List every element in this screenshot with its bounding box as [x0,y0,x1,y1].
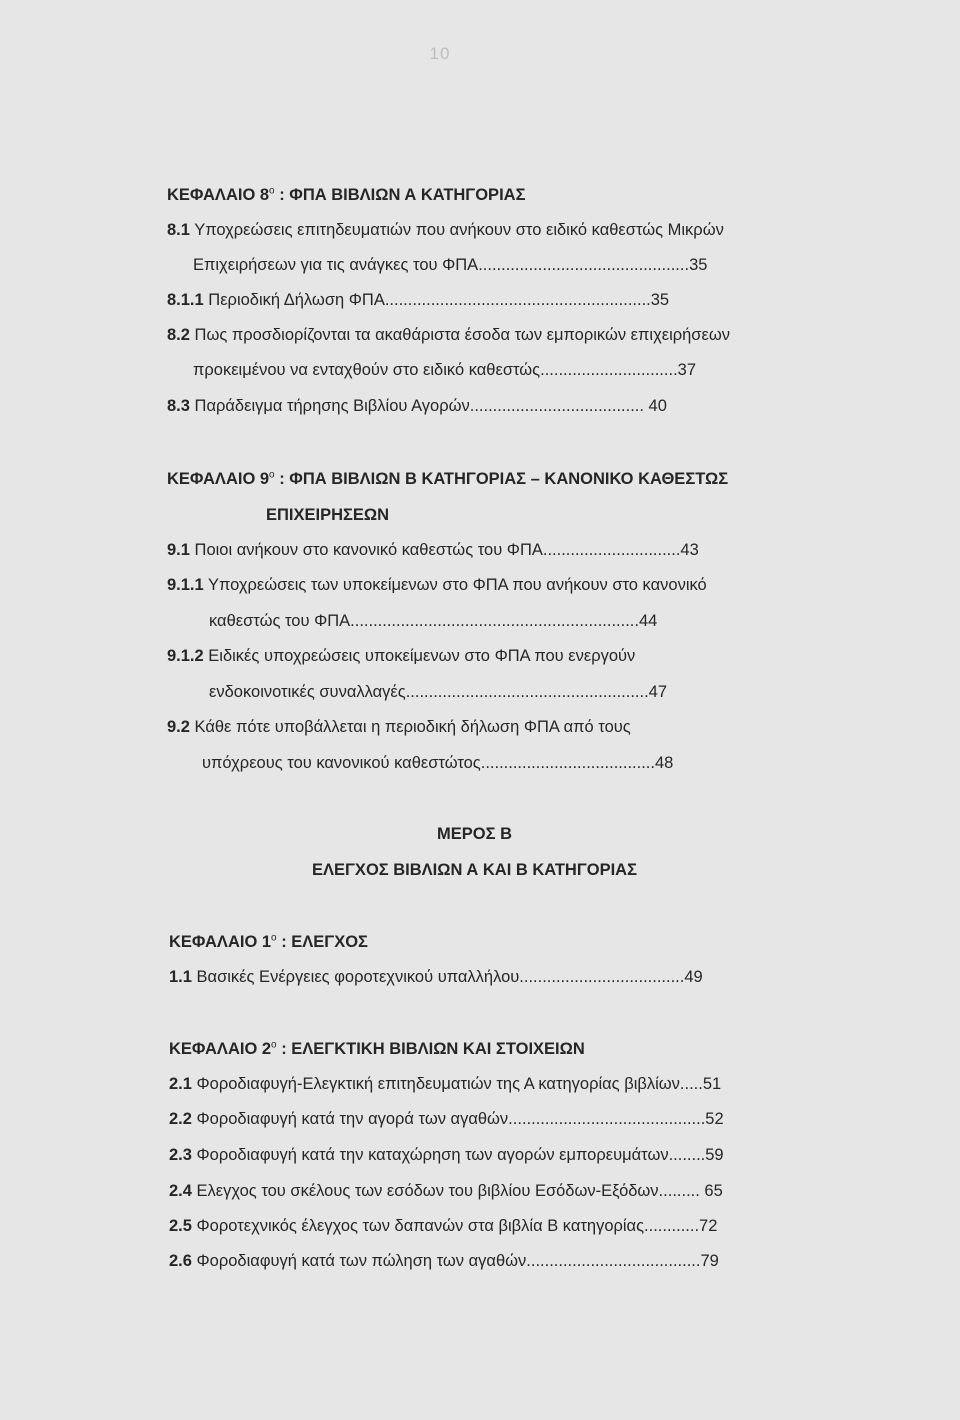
toc-entry-8-2-cont: προκειμένου να ενταχθούν στο ειδικό καθεστώς..............................37 [193,361,697,379]
toc-entry-8-1: 8.1 Υποχρεώσεις επιτηδευματιών που ανήκουν στο ειδικό καθεστώς Μικρών [167,221,724,239]
toc-entry-2-3: 2.3 Φοροδιαφυγή κατά την καταχώρηση των αγορών εμπορευμάτων........59 [169,1146,724,1164]
toc-entry-2-2: 2.2 Φοροδιαφυγή κατά την αγορά των αγαθών...........................................52 [169,1110,724,1128]
toc-entry-9-2: 9.2 Κάθε πότε υποβάλλεται η περιοδική δήλωση ΦΠΑ από τους [167,718,631,736]
toc-entry-8-3: 8.3 Παράδειγμα τήρησης Βιβλίου Αγορών...................................... 40 [167,397,667,415]
toc-entry-9-1-1-cont: καθεστώς του ΦΠΑ...............................................................44 [209,612,658,630]
toc-entry-9-1-2-cont: ενδοκοινοτικές συναλλαγές.....................................................47 [209,683,668,701]
toc-entry-1-1: 1.1 Βασικές Ενέργειες φοροτεχνικού υπαλλήλου....................................49 [169,968,703,986]
toc-entry-9-1-2: 9.1.2 Ειδικές υποχρεώσεις υποκείμενων στο ΦΠΑ που ενεργούν [167,647,636,665]
toc-entry-9-1-1: 9.1.1 Υποχρεώσεις των υποκείμενων στο ΦΠΑ που ανήκουν στο κανονικό [167,576,707,594]
chapter-2-heading: ΚΕΦΑΛΑΙΟ $2^o$ : ΕΛΕΓΚΤΙΚΗ ΒΙΒΛΙΩΝ ΚΑΙ ΣΤΟΙΧΕΙΩΝ [169,1039,585,1058]
part-b-title: ΜΕΡΟΣ Β [437,825,512,843]
chapter-8-heading: ΚΕΦΑΛΑΙΟ $8^o$ : ΦΠΑ ΒΙΒΛΙΩΝ Α ΚΑΤΗΓΟΡΙΑΣ [167,185,526,204]
toc-entry-2-1: 2.1 Φοροδιαφυγή-Ελεγκτική επιτηδευματιών της Α κατηγορίας βιβλίων.....51 [169,1075,722,1093]
toc-entry-2-5: 2.5 Φοροτεχνικός έλεγχος των δαπανών στα βιβλία Β κατηγορίας............72 [169,1217,718,1235]
toc-entry-8-1-1: 8.1.1 Περιοδική Δήλωση ΦΠΑ..........................................................35 [167,291,670,309]
toc-entry-2-6: 2.6 Φοροδιαφυγή κατά των πώληση των αγαθών......................................79 [169,1252,719,1270]
toc-entry-8-2: 8.2 Πως προσδιορίζονται τα ακαθάριστα έσοδα των εμπορικών επιχειρήσεων [167,326,730,344]
chapter-9-heading: ΚΕΦΑΛΑΙΟ $9^o$ : ΦΠΑ ΒΙΒΛΙΩΝ Β ΚΑΤΗΓΟΡΙΑΣ – ΚΑΝΟΝΙΚΟ ΚΑΘΕΣΤΩΣ [167,469,729,488]
toc-entry-9-1: 9.1 Ποιοι ανήκουν στο κανονικό καθεστώς του ΦΠΑ..............................43 [167,541,699,559]
page-number: 10 [429,44,451,63]
part-b-subtitle: ΕΛΕΓΧΟΣ ΒΙΒΛΙΩΝ Α ΚΑΙ Β ΚΑΤΗΓΟΡΙΑΣ [312,861,637,879]
toc-entry-2-4: 2.4 Ελεγχος του σκέλους των εσόδων του βιβλίου Εσόδων-Εξόδων......... 65 [169,1182,723,1200]
chapter-1-heading: ΚΕΦΑΛΑΙΟ $1^o$ : ΕΛΕΓΧΟΣ [169,932,368,951]
toc-entry-8-1-cont: Επιχειρήσεων για τις ανάγκες του ΦΠΑ..............................................35 [193,256,708,274]
toc-entry-9-2-cont: υπόχρεους του κανονικού καθεστώτος......................................48 [202,754,674,772]
chapter-9-heading-line2: ΕΠΙΧΕΙΡΗΣΕΩΝ [266,506,390,524]
